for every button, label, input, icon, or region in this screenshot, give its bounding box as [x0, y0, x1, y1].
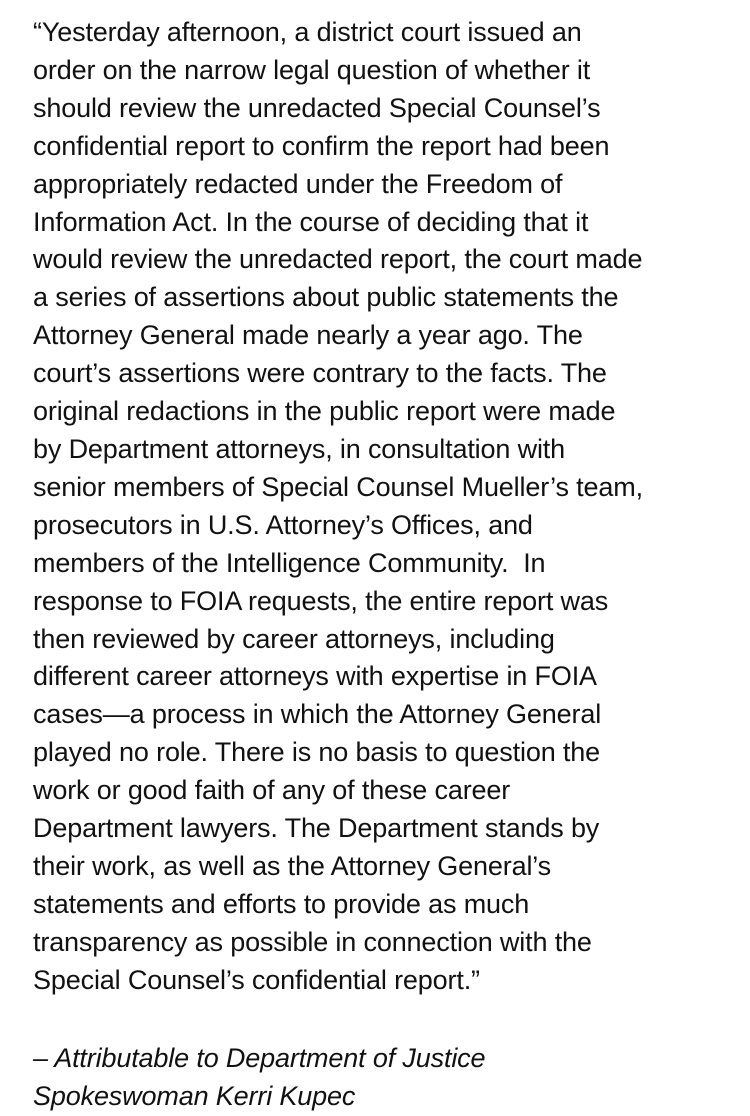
quote-line: senior members of Special Counsel Mueller’s team,	[33, 471, 643, 502]
quote-line: prosecutors in U.S. Attorney’s Offices, and	[33, 509, 533, 540]
attribution-line: Spokeswoman Kerri Kupec	[33, 1080, 356, 1111]
quote-line: different career attorneys with expertise in FOIA	[33, 661, 597, 692]
quote-line: Special Counsel’s confidential report.”	[33, 964, 480, 995]
quote-line: played no role. There is no basis to question the	[33, 737, 601, 768]
attribution	[33, 1040, 733, 1116]
quote-line: Department lawyers. The Department stands by	[33, 813, 600, 844]
quote-line: their work, as well as the Attorney General’s	[33, 850, 551, 881]
quote-line: court’s assertions were contrary to the facts. The	[33, 358, 607, 389]
attribution-line: – Attributable to Department of Justice	[33, 1043, 486, 1073]
quote-line: would review the unredacted report, the court made	[33, 244, 643, 275]
quote-line: Information Act. In the course of deciding that it	[33, 206, 589, 237]
quote-line: appropriately redacted under the Freedom of	[33, 168, 563, 199]
quote-line: transparency as possible in connection with the	[33, 926, 592, 957]
quote-line: then reviewed by career attorneys, including	[33, 623, 555, 654]
quote-line: cases—a process in which the Attorney General	[33, 699, 602, 730]
quote-line: order on the narrow legal question of whether it	[33, 54, 591, 85]
quote-line: work or good faith of any of these career	[33, 775, 511, 806]
quote-line: a series of assertions about public statements the	[33, 282, 619, 313]
quote-line: members of the Intelligence Community. In	[33, 547, 546, 578]
quote-line: Attorney General made nearly a year ago. The	[33, 320, 583, 351]
quote-line: statements and efforts to provide as much	[33, 888, 530, 919]
quote-line: confidential report to confirm the report had been	[33, 130, 610, 161]
statement-quote	[33, 14, 733, 1000]
quote-line: by Department attorneys, in consultation with	[33, 433, 566, 464]
quote-line: original redactions in the public report were made	[33, 396, 616, 427]
quote-line: response to FOIA requests, the entire report was	[33, 585, 609, 616]
quote-line: should review the unredacted Special Counsel’s	[33, 92, 601, 123]
quote-line: “Yesterday afternoon, a district court issued an	[33, 17, 582, 47]
